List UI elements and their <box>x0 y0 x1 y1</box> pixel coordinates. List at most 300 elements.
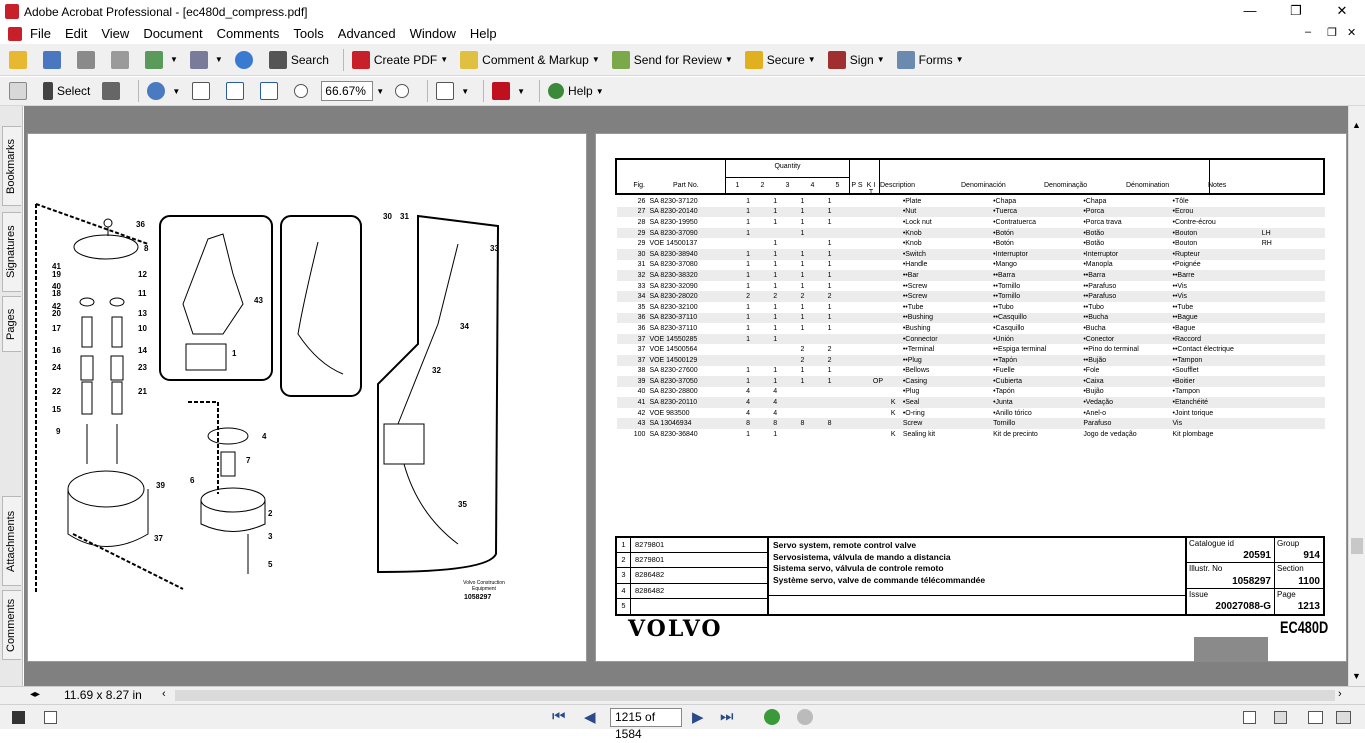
hand-tool-button[interactable] <box>6 78 34 104</box>
page-parts-list <box>595 133 1347 662</box>
table-cell <box>843 397 870 408</box>
table-cell: 1 <box>773 324 778 332</box>
table-cell: SA 8230-20140 <box>647 207 734 218</box>
table-cell <box>870 366 885 377</box>
table-cell: 42 <box>637 409 646 417</box>
secure-label: Secure <box>766 52 805 67</box>
table-cell: 1 <box>789 313 816 324</box>
table-cell: ••Barra <box>1081 270 1170 281</box>
menu-window[interactable]: Window <box>409 26 456 41</box>
model-row <box>617 584 767 599</box>
page-label: Page <box>1277 590 1296 599</box>
table-cell <box>843 334 870 345</box>
table-cell: •Porca <box>1081 207 1170 218</box>
table-cell: K <box>886 397 901 408</box>
table-cell <box>870 313 885 324</box>
table-cell: 2 <box>789 355 816 366</box>
yahoo-button[interactable]: ▼ <box>489 78 528 104</box>
table-cell: ••Tubo <box>993 303 1014 311</box>
continuous-facing-icon[interactable] <box>1336 711 1351 724</box>
restore-button[interactable]: ❐ <box>1290 3 1302 18</box>
page-cell <box>1275 589 1323 614</box>
callout-label: 2 <box>268 509 273 518</box>
save-button[interactable] <box>74 47 102 73</box>
table-row <box>617 376 1325 387</box>
table-cell <box>843 408 870 419</box>
table-cell <box>1260 323 1325 334</box>
go-forward-icon[interactable] <box>797 709 813 725</box>
table-cell: •Chapa <box>993 197 1017 205</box>
callout-label: 33 <box>490 244 499 253</box>
table-row <box>617 355 1325 366</box>
illustr-cell <box>1187 563 1275 589</box>
table-cell: VOE 14500137 <box>649 240 698 248</box>
fit-width-button[interactable] <box>257 78 285 104</box>
table-cell: Vis <box>1171 418 1260 429</box>
table-cell: •Tampon <box>1172 388 1200 396</box>
table-cell: 1 <box>800 197 805 205</box>
minimize-button[interactable]: — <box>1243 3 1257 18</box>
table-row <box>617 302 1325 313</box>
table-cell: ••Barra <box>991 270 1081 281</box>
create-pdf-button[interactable]: Create PDF ▼ <box>349 47 451 73</box>
menu-edit[interactable]: Edit <box>64 26 88 41</box>
illustr-label: Illustr. No <box>1189 564 1223 573</box>
callout-label: 4 <box>262 432 267 441</box>
table-cell <box>843 238 870 249</box>
callout-label: 9 <box>56 427 61 436</box>
secure-button[interactable]: Secure ▼ <box>742 47 819 73</box>
table-cell: •Poignée <box>1172 261 1201 269</box>
table-cell: 1 <box>762 334 789 345</box>
table-cell <box>870 196 885 207</box>
table-cell: 28 <box>637 218 646 226</box>
hand-icon <box>9 82 27 100</box>
callout-label: 20 <box>52 309 61 318</box>
table-cell: 4 <box>746 388 750 396</box>
table-cell: Tornillo <box>991 418 1081 429</box>
issue-cell <box>1187 589 1275 614</box>
table-cell: •Bague <box>1172 324 1196 332</box>
page-number-field[interactable]: 1215 of 1584 <box>610 708 682 727</box>
table-cell: RH <box>1261 240 1272 248</box>
bookmarks-tab[interactable]: Bookmarks <box>2 126 21 206</box>
pages-tab[interactable]: Pages <box>2 296 21 352</box>
callout-label: 1 <box>232 349 237 358</box>
menu-comments[interactable]: Comments <box>216 26 280 41</box>
table-cell: 1 <box>773 367 778 375</box>
table-cell: 1 <box>773 303 778 311</box>
sign-button[interactable]: Sign ▼ <box>825 47 888 73</box>
scroll-down-arrow[interactable]: ▼ <box>1352 671 1361 681</box>
publisher-label: Volvo Construction Equipment <box>463 580 505 592</box>
table-cell: VOE 983500 <box>649 409 690 417</box>
table-cell: 1 <box>773 197 778 205</box>
table-cell: •Fuelle <box>993 367 1015 375</box>
table-cell <box>843 418 870 429</box>
table-cell: 1 <box>827 197 832 205</box>
callout-label: 43 <box>254 296 263 305</box>
comment-markup-button[interactable]: Comment & Markup ▼ <box>457 47 603 73</box>
table-cell: 8 <box>734 418 761 429</box>
table-cell: SA 8230-27600 <box>649 367 698 375</box>
document-viewer[interactable] <box>24 106 1348 686</box>
table-cell: 1 <box>734 376 761 387</box>
actual-size-button[interactable] <box>189 78 217 104</box>
select-label: Select <box>57 84 91 98</box>
table-cell <box>1260 397 1325 408</box>
table-cell <box>886 355 901 366</box>
table-cell: 4 <box>734 397 761 408</box>
table-cell: SA 8230-28020 <box>647 291 734 302</box>
table-cell: •Caixa <box>1081 376 1170 387</box>
table-cell: •Botão <box>1083 240 1105 248</box>
zoom-in-button[interactable] <box>392 78 416 104</box>
table-row <box>617 313 1325 324</box>
table-cell: •Bujão <box>1083 388 1104 396</box>
table-cell: 4 <box>746 409 750 417</box>
header-labels <box>617 182 1323 196</box>
table-cell: ••Bushing <box>901 313 991 324</box>
group-cell <box>1275 538 1323 563</box>
menu-document[interactable]: Document <box>143 26 203 41</box>
table-cell <box>886 418 901 429</box>
table-cell: ••Screw <box>902 282 928 290</box>
table-cell: ••Parafuso <box>1083 282 1117 290</box>
table-cell: •Contratuerca <box>993 218 1036 226</box>
scroll-thumb[interactable] <box>1351 538 1363 554</box>
catalogue-id-value: 20591 <box>1243 550 1271 561</box>
zoom-out-button[interactable] <box>291 78 315 104</box>
table-cell <box>1260 207 1325 218</box>
menu-tools[interactable]: Tools <box>293 26 324 41</box>
table-cell <box>762 344 789 355</box>
table-cell <box>789 429 816 440</box>
volvo-logo: VOLVO <box>628 616 723 642</box>
table-cell <box>870 249 885 260</box>
email-button[interactable]: ▼ <box>142 47 181 73</box>
fit-page-button[interactable] <box>223 78 251 104</box>
table-cell: SA 8230-19950 <box>649 218 698 226</box>
table-cell <box>843 355 870 366</box>
table-cell: 1 <box>746 430 750 438</box>
document-icon[interactable] <box>8 27 22 41</box>
col-notes: Notes <box>1208 182 1227 189</box>
table-cell: SA 8230-20110 <box>647 397 734 408</box>
open-button[interactable] <box>6 47 34 73</box>
table-cell: 36 <box>637 324 646 332</box>
table-cell: •Soufflet <box>1172 367 1199 375</box>
table-cell: •Plug <box>902 388 920 396</box>
zoom-tool-button[interactable]: ▼ <box>144 78 183 104</box>
callout-label: 10 <box>138 324 147 333</box>
attach-button[interactable]: ▼ <box>187 47 226 73</box>
quantity-header: Quantity <box>726 160 849 178</box>
table-cell: SA 8230-32100 <box>649 303 698 311</box>
table-cell: 31 <box>637 261 646 269</box>
page-thumb-icon[interactable] <box>44 711 57 724</box>
table-cell <box>843 344 870 355</box>
single-page-icon[interactable] <box>1243 711 1256 724</box>
menu-bar <box>0 24 1365 43</box>
model-serial: 8286482 <box>635 570 665 580</box>
horizontal-scroll-thumb[interactable] <box>175 690 1335 701</box>
table-cell: •Ecrou <box>1171 207 1260 218</box>
table-cell: SA 8230-38940 <box>647 249 734 260</box>
next-page-button[interactable]: ▶ <box>692 709 704 726</box>
table-cell <box>870 238 885 249</box>
table-cell <box>870 334 885 345</box>
snapshot-button[interactable] <box>99 78 127 104</box>
callout-label: 11 <box>138 289 147 298</box>
menu-file[interactable]: File <box>30 26 51 41</box>
model-serial: 8279801 <box>635 540 665 549</box>
table-cell: SA 8230-37090 <box>647 228 734 239</box>
table-cell: •Manopla <box>1083 261 1113 269</box>
table-cell: ••Tapón <box>991 355 1081 366</box>
table-cell <box>789 397 816 408</box>
table-cell: Screw <box>901 418 991 429</box>
title-block <box>615 536 1325 616</box>
table-cell: •Etanchéité <box>1171 397 1260 408</box>
col-ps: P S <box>851 182 863 189</box>
table-cell: 2 <box>789 291 816 302</box>
table-cell: •Botón <box>991 228 1081 239</box>
panel-toggle-icon[interactable]: ◂▸ <box>30 689 41 700</box>
table-cell: ••Bucha <box>1081 313 1170 324</box>
table-cell <box>870 355 885 366</box>
yahoo-icon <box>492 82 510 100</box>
title-rule <box>769 595 1185 596</box>
help-button[interactable]: Help ▼ <box>545 78 607 104</box>
menu-help[interactable]: Help <box>469 26 497 41</box>
col-fig: Fig. <box>633 182 645 189</box>
scroll-left-arrow[interactable]: ‹ <box>162 688 166 700</box>
table-cell: •Bouton <box>1171 228 1260 239</box>
table-cell: SA 8230-38320 <box>647 270 734 281</box>
table-cell: •Joint torique <box>1172 409 1214 417</box>
table-cell: 38 <box>637 367 646 375</box>
table-cell: ••Terminal <box>902 346 935 354</box>
continuous-icon[interactable] <box>1274 711 1287 724</box>
callout-label: 22 <box>52 387 61 396</box>
table-cell <box>870 217 885 228</box>
organizer-icon <box>43 51 61 69</box>
organizer-button[interactable] <box>40 47 68 73</box>
table-cell: ••Vis <box>1171 291 1260 302</box>
catalogue-cell <box>1187 538 1275 563</box>
zoom-level-field[interactable]: 66.67% <box>321 81 373 101</box>
table-cell <box>789 408 816 419</box>
table-cell <box>734 344 761 355</box>
table-cell <box>816 408 843 419</box>
table-cell: SA 8230-28800 <box>649 388 698 396</box>
table-cell: Parafuso <box>1081 418 1170 429</box>
table-cell <box>1260 366 1325 377</box>
window-title: Adobe Acrobat Professional - [ec480d_compress.pdf] <box>24 5 308 19</box>
table-cell: 1 <box>773 218 778 226</box>
doc-close-button[interactable]: ✕ <box>1347 27 1357 39</box>
last-page-button[interactable]: ⏭ <box>720 708 734 725</box>
table-cell: 1 <box>773 261 778 269</box>
model-index: 3 <box>617 568 631 582</box>
create-pdf-label: Create PDF <box>373 52 438 67</box>
callout-label: 24 <box>52 363 61 372</box>
doc-restore-button[interactable]: ❐ <box>1327 27 1337 39</box>
table-cell: •Casquillo <box>993 324 1025 332</box>
menu-view[interactable]: View <box>101 26 130 41</box>
table-cell <box>870 387 885 398</box>
vertical-scrollbar[interactable] <box>1348 106 1365 686</box>
table-cell: •Rupteur <box>1171 249 1260 260</box>
comment-markup-label: Comment & Markup <box>482 52 589 67</box>
table-cell: Kit de precinto <box>993 430 1038 438</box>
table-cell: ••Contact électrique <box>1172 346 1234 354</box>
table-cell <box>1260 270 1325 281</box>
table-cell: •Boitier <box>1171 376 1260 387</box>
table-cell: ••Bar <box>901 270 991 281</box>
table-cell: 30 <box>617 249 647 260</box>
table-cell <box>843 291 870 302</box>
doc-minimize-button[interactable]: – <box>1305 26 1312 38</box>
toolbar-separator <box>483 80 484 102</box>
menu-advanced[interactable]: Advanced <box>337 26 396 41</box>
table-cell <box>870 270 885 281</box>
table-cell <box>843 207 870 218</box>
first-page-button[interactable]: ⏮ <box>552 708 566 725</box>
callout-label: 17 <box>52 324 61 333</box>
table-row <box>617 270 1325 281</box>
col-q4: 4 <box>810 182 815 189</box>
send-review-button[interactable]: Send for Review ▼ <box>609 47 736 73</box>
status-bar <box>0 704 1365 741</box>
table-cell: 1 <box>789 207 816 218</box>
table-cell: •Cubierta <box>991 376 1081 387</box>
table-cell <box>1260 281 1325 292</box>
facing-icon[interactable] <box>1308 711 1323 724</box>
table-cell: 1 <box>746 367 750 375</box>
catalogue-info <box>1185 538 1323 614</box>
callout-label: 12 <box>138 270 147 279</box>
callout-label: 41 <box>52 262 61 271</box>
table-cell: 35 <box>637 303 646 311</box>
zoom-dropdown-arrow[interactable]: ▼ <box>376 86 385 96</box>
toolbar-separator <box>138 80 139 102</box>
table-cell: 37 <box>617 334 647 345</box>
forms-button[interactable]: Forms ▼ <box>894 47 967 73</box>
table-cell <box>762 355 789 366</box>
table-cell: 2 <box>827 346 832 354</box>
web-button[interactable] <box>232 47 260 73</box>
table-cell: 1 <box>762 207 789 218</box>
callout-label: 39 <box>156 481 165 490</box>
table-cell: ••Bujão <box>1081 355 1170 366</box>
table-cell: 1 <box>746 218 750 226</box>
table-cell: •Bouton <box>1172 240 1198 248</box>
table-cell: 1 <box>789 376 816 387</box>
table-cell: 1 <box>827 218 832 226</box>
scroll-right-arrow[interactable]: › <box>1338 688 1342 700</box>
table-row <box>617 238 1325 249</box>
table-cell: •Raccord <box>1171 334 1260 345</box>
table-cell <box>886 228 901 239</box>
table-cell: 1 <box>827 261 832 269</box>
toolbar-separator <box>427 80 428 102</box>
close-button[interactable]: ✕ <box>1336 3 1348 18</box>
table-cell <box>886 217 901 228</box>
table-cell: •Connector <box>901 334 991 345</box>
signatures-tab[interactable]: Signatures <box>2 212 21 292</box>
table-cell <box>1260 387 1325 398</box>
previous-page-button[interactable]: ◀ <box>584 709 596 726</box>
table-cell <box>1260 291 1325 302</box>
table-cell <box>886 344 901 355</box>
table-cell: Sealing kit <box>902 430 936 438</box>
table-cell: 1 <box>800 282 805 290</box>
table-cell: 1 <box>734 334 761 345</box>
table-cell: 40 <box>637 388 646 396</box>
illustr-value: 1058297 <box>1232 576 1271 587</box>
table-cell <box>886 302 901 313</box>
table-cell <box>870 281 885 292</box>
layout-icon[interactable] <box>12 711 25 724</box>
table-cell: 1 <box>773 282 778 290</box>
table-cell: •Tôle <box>1172 197 1189 205</box>
callout-label: 18 <box>52 289 61 298</box>
table-cell: 1 <box>746 197 750 205</box>
horizontal-scrollbar[interactable] <box>0 686 1365 704</box>
table-cell: 2 <box>800 346 805 354</box>
review-icon <box>612 51 630 69</box>
table-row <box>617 334 1325 345</box>
table-row <box>617 366 1325 377</box>
scroll-up-arrow[interactable]: ▲ <box>1352 120 1361 130</box>
model-row <box>617 599 767 614</box>
rotate-button[interactable]: ▼ <box>433 78 472 104</box>
callout-label: 3 <box>268 532 273 541</box>
col-q3: 3 <box>785 182 790 189</box>
table-cell <box>1260 196 1325 207</box>
email-icon <box>145 51 163 69</box>
search-button[interactable] <box>266 47 332 73</box>
table-cell: SA 8230-37110 <box>649 324 698 332</box>
table-cell: 1 <box>827 303 832 311</box>
table-cell: •Mango <box>993 261 1017 269</box>
table-cell <box>1260 376 1325 387</box>
table-cell: •Interruptor <box>991 249 1081 260</box>
model-list <box>617 538 769 614</box>
go-back-icon[interactable] <box>764 709 780 725</box>
table-cell: 4 <box>773 388 778 396</box>
table-cell: K <box>890 430 896 438</box>
table-cell <box>870 302 885 313</box>
table-cell <box>734 355 761 366</box>
table-cell: 1 <box>800 367 805 375</box>
table-cell <box>843 302 870 313</box>
callout-label: 36 <box>136 220 145 229</box>
attachments-tab[interactable]: Attachments <box>2 496 21 586</box>
table-cell <box>843 249 870 260</box>
navigation-panel <box>0 106 23 686</box>
comments-tab[interactable]: Comments <box>2 590 21 660</box>
table-cell: ••Tampon <box>1171 355 1260 366</box>
print-button[interactable] <box>108 47 136 73</box>
parts-table-header <box>615 158 1325 195</box>
gray-block <box>1194 637 1268 662</box>
callout-label: 34 <box>460 322 469 331</box>
table-row <box>617 281 1325 292</box>
select-tool-button[interactable] <box>40 78 93 104</box>
